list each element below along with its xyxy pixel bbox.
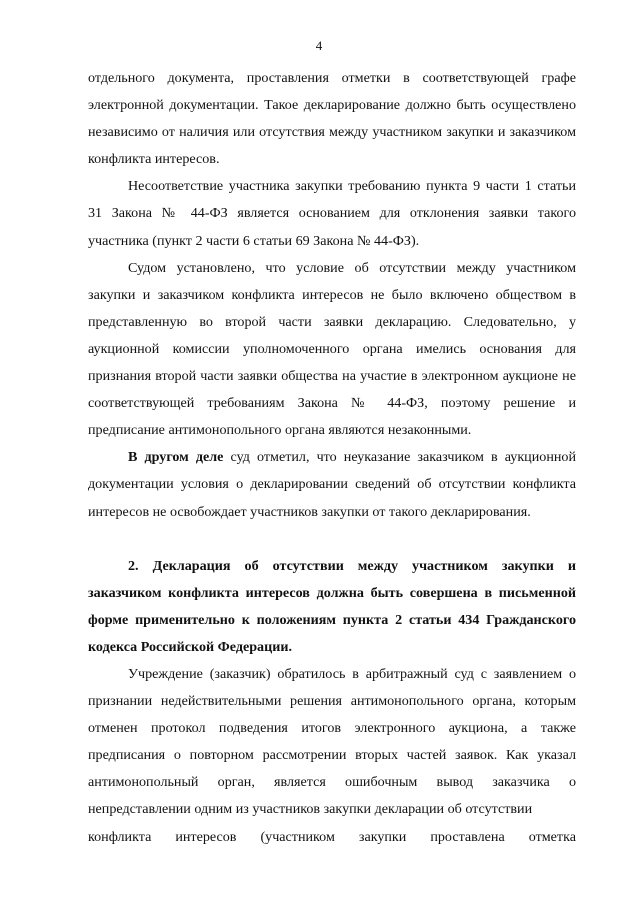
paragraph-4: [88, 444, 576, 525]
last-line-word: интересов: [175, 828, 237, 845]
paragraph-4-lead: В другом деле: [128, 449, 224, 466]
last-line-word: закупки: [358, 828, 407, 845]
document-body: [88, 65, 576, 851]
paragraph-5: Учреждение (заказчик) обратилось в арбитражный суд с заявлением о признании недействительными решения антимонопольного органа, которым отменен протокол подведения итогов электронного аукциона, а также предписания о повторном рассмотрении вторых частей заявок. Как указал антимонопольный орган, является ошибочным вывод заказчика о непредставлении одним из участников закупки декларации об отсутствии: [88, 665, 576, 818]
paragraph-5-last-line: [88, 824, 576, 851]
paragraph-4-text: суд отметил, что неуказание заказчиком в аукционной документации условия о декларировании сведений об отсутствии конфликта интересов не освобождает участников закупки от такого декларирования.: [88, 449, 576, 520]
paragraph-1: отдельного документа, проставления отметки в соответствующей графе электронной документации. Такое декларирование должно быть осуществлено независимо от наличия или отсутствия между участником закупки и заказчиком конфликта интересов.: [88, 70, 576, 168]
last-line-word: проставлена: [430, 828, 505, 845]
paragraph-3: Судом установлено, что условие об отсутствии между участником закупки и заказчиком конфликта интересов не было включено обществом в представленную во второй части заявки декларацию. Следовательно, у аукционной комиссии уполномоченного органа имелись основания для признания второй части заявки общества на участие в электронном аукционе не соответствующей требованиям Закона № 44-ФЗ, поэтому решение и предписание антимонопольного органа являются незаконными.: [88, 259, 576, 439]
last-line-word: (участником: [260, 828, 335, 845]
last-line-word: конфликта: [88, 828, 152, 845]
section-heading: 2. Декларация об отсутствии между участником закупки и заказчиком конфликта интересов должна быть совершена в письменной форме применительно к положениям пункта 2 статьи 434 Гражданского кодекса Российской Федерации.: [88, 557, 576, 655]
section-spacer: [88, 526, 576, 553]
last-line-word: отметка: [528, 828, 576, 845]
paragraph-2: Несоответствие участника закупки требованию пункта 9 части 1 статьи 31 Закона № 44-ФЗ является основанием для отклонения заявки такого участника (пункт 2 части 6 статьи 69 Закона № 44-ФЗ).: [88, 178, 576, 249]
page-number: 4: [315, 38, 323, 53]
